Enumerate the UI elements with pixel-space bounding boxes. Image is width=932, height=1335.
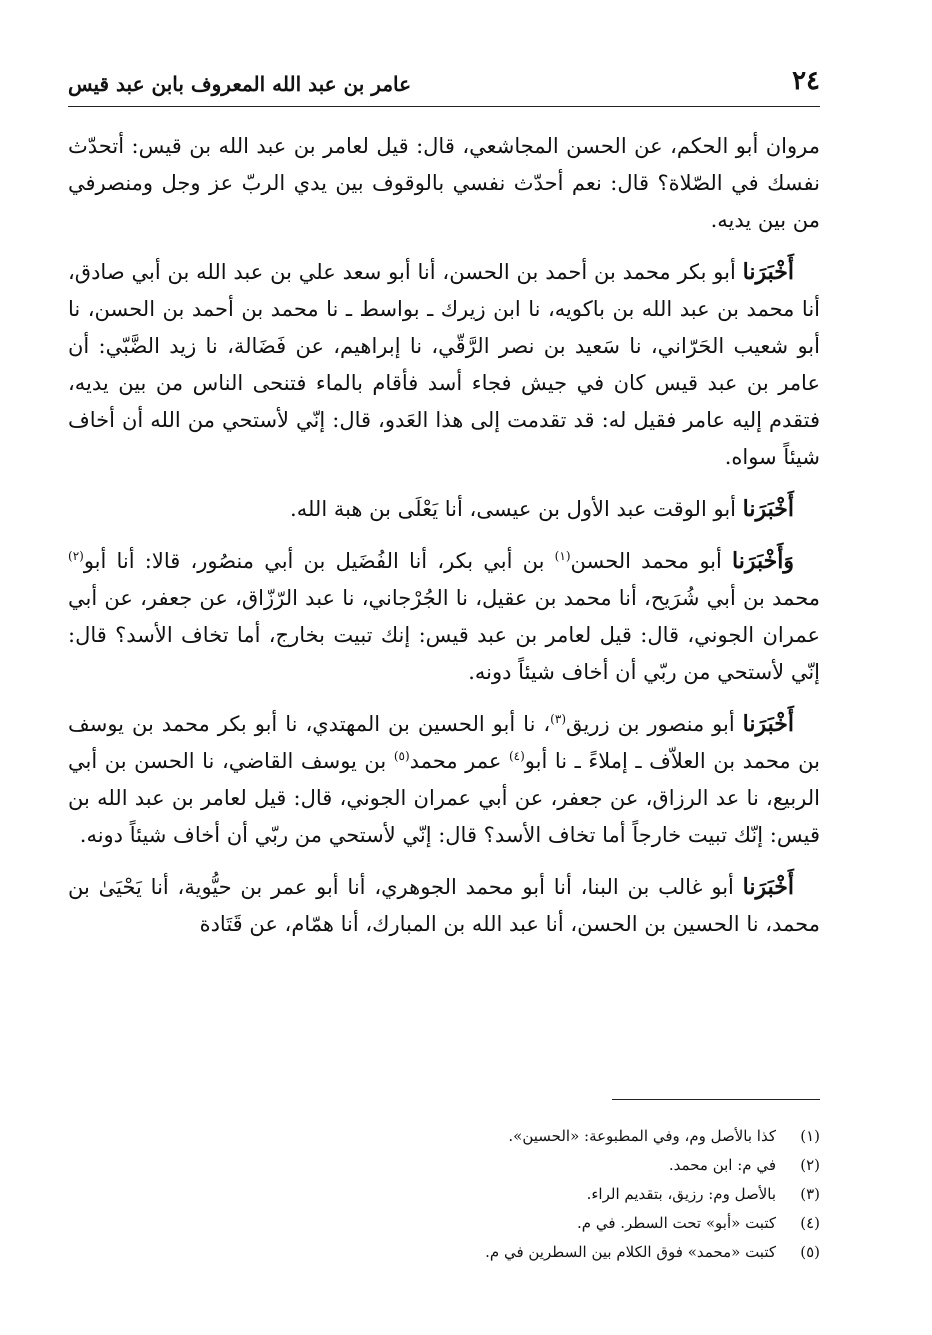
footnote-text: بالأصل وم: رزيق، بتقديم الراء. bbox=[586, 1185, 776, 1203]
footnote bbox=[68, 1238, 820, 1267]
page-header bbox=[68, 66, 820, 107]
footnote-text: كذا بالأصل وم، وفي المطبوعة: «الحسين». bbox=[508, 1127, 776, 1145]
paragraph-text: أبو غالب بن البنا، أنا أبو محمد الجوهري، أنا أبو عمر بن حيُّوية، أنا يَحْيَىٰ بن محمد، نا الحسين بن الحسن، أنا عبد الله بن المبارك، أنا همّام، عن قَتَادة bbox=[68, 875, 820, 936]
paragraph-text: أبو منصور بن زريق bbox=[566, 712, 743, 736]
page-number: ٢٤ bbox=[792, 66, 820, 96]
paragraph bbox=[68, 491, 820, 528]
footnote-number: (٤) bbox=[800, 1214, 820, 1232]
paragraph-text: أبو الوقت عبد الأول بن عيسى، أنا يَعْلَى بن هبة الله. bbox=[290, 497, 743, 521]
paragraph bbox=[68, 128, 820, 239]
paragraph bbox=[68, 869, 820, 943]
footnote bbox=[68, 1151, 820, 1180]
footnote bbox=[68, 1180, 820, 1209]
footnote-number: (١) bbox=[800, 1127, 820, 1145]
paragraph-text: مروان أبو الحكم، عن الحسن المجاشعي، قال: قيل لعامر بن عبد الله بن قيس: أتحدّث نفسك في الصّلاة؟ قال: نعم أحدّث نفسي بالوقوف بين يدي الربّ عز وجل ومنصرفي من بين يديه. bbox=[68, 134, 820, 232]
paragraph-text: عمر محمد bbox=[409, 749, 509, 773]
footnote-ref: (١) bbox=[554, 549, 571, 563]
paragraph-text: بن أبي بكر، أنا الفُضَيل بن أبي منصُور، قالا: أنا أبو bbox=[83, 549, 555, 573]
footnote-text: في م: ابن محمد. bbox=[668, 1156, 776, 1174]
paragraph bbox=[68, 543, 820, 691]
paragraph-text: أبو بكر محمد بن أحمد بن الحسن، أنا أبو سعد علي بن عبد الله بن أبي صادق، أنا محمد بن عبد الله بن باكويه، نا ابن زيرك ـ بواسط ـ نا محمد بن أحمد بن الحسن، نا أبو شعيب الحَرّاني، نا سَعيد بن نصر الرَّقّي، نا إبراهيم، عن فَضَالة، نا زيد الضَّبّي: أن عامر بن عبد قيس كان في جيش فجاء أسد فأقام بالماء فتنحى الناس من بين يديه، فتقدم إليه عامر فقيل له: قد تقدمت إلى هذا العَدو، قال: إنّي لأستحي من الله أن أخاف شيئاً سواه. bbox=[68, 260, 820, 469]
paragraph-text: بن يوسف القاضي، نا الحسن بن أبي الربيع، نا عد الرزاق، عن جعفر، عن أبي عمران الجوني، قال: قيل لعامر بن عبد الله بن قيس: إنّك تبيت خارجاً أما تخاف الأسد؟ قال: إنّي لأستحي من ربّي أن أخاف شيئاً دونه. bbox=[68, 749, 820, 847]
narration-lead: أَخْبَرَنا bbox=[742, 711, 794, 737]
footnote bbox=[68, 1122, 820, 1151]
paragraph bbox=[68, 706, 820, 854]
paragraph bbox=[68, 254, 820, 476]
paragraph-text: ، نا أبو الحسين بن المهتدي، نا أبو بكر محمد بن يوسف بن محمد بن العلاّف ـ إملاءً ـ نا أبو bbox=[68, 712, 821, 773]
footnote-ref: (٤) bbox=[508, 749, 525, 763]
footnote-number: (٢) bbox=[800, 1156, 820, 1174]
narration-lead: أَخْبَرَنا bbox=[742, 874, 794, 900]
footnote-text: كتبت «محمد» فوق الكلام بين السطرين في م. bbox=[485, 1243, 776, 1261]
narration-lead: وَأَخْبَرَنا bbox=[732, 548, 794, 574]
footnotes bbox=[68, 1122, 820, 1267]
paragraph-text: محمد بن أبي شُرَيح، أنا محمد بن عقيل، نا الجُرْجاني، نا عبد الرّزّاق، عن جعفر، عن أبي عمران الجوني، قال: قيل لعامر بن عبد قيس: إنك تبيت بخارج، أما تخاف الأسد؟ قال: إنّي لأستحي من ربّي أن أخاف شيئاً دونه. bbox=[68, 586, 820, 684]
main-text bbox=[68, 128, 820, 958]
footnote-ref: (٣) bbox=[550, 712, 566, 726]
footnote-number: (٥) bbox=[800, 1243, 820, 1261]
narration-lead: أَخْبَرَنا bbox=[742, 496, 794, 522]
footnote-text: كتبت «أبو» تحت السطر. في م. bbox=[577, 1214, 776, 1232]
narration-lead: أَخْبَرَنا bbox=[742, 259, 794, 285]
footnote-divider bbox=[612, 1099, 820, 1100]
footnote bbox=[68, 1209, 820, 1238]
running-title: عامر بن عبد الله المعروف بابن عبد قيس bbox=[68, 72, 412, 96]
footnote-ref: (٢) bbox=[68, 549, 84, 563]
paragraph-text: أبو محمد الحسن bbox=[570, 549, 733, 573]
footnote-number: (٣) bbox=[800, 1185, 820, 1203]
footnote-ref: (٥) bbox=[393, 749, 410, 763]
